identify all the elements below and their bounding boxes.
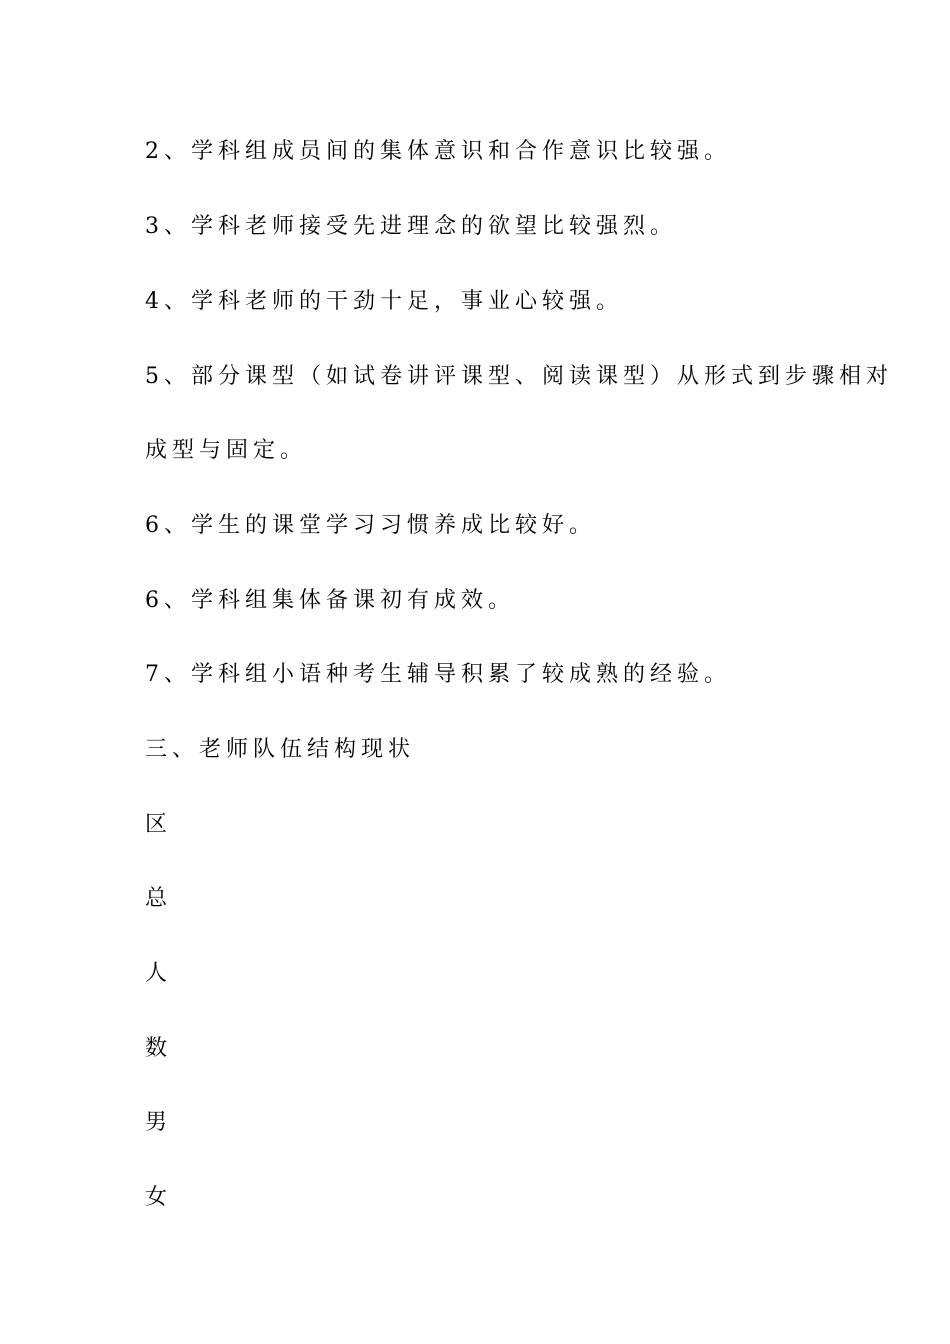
table-cell-female: 女 (145, 1185, 173, 1210)
list-item-6a: 6、学生的课堂学习习惯养成比较好。 (145, 513, 596, 538)
section-heading: 三、老师队伍结构现状 (145, 737, 416, 762)
list-item-5: 5、部分课型（如试卷讲评课型、阅读课型）从形式到步骤相对 (145, 364, 893, 389)
table-cell-total: 总 (145, 886, 173, 911)
list-item-2: 2、学科组成员间的集体意识和合作意识比较强。 (145, 139, 731, 164)
list-item-7: 7、学科组小语种考生辅导积累了较成熟的经验。 (145, 662, 731, 687)
table-cell-people: 人 (145, 961, 173, 986)
list-item-5-continued: 成型与固定。 (145, 438, 308, 463)
table-cell-male: 男 (145, 1110, 173, 1135)
table-cell-district: 区 (145, 812, 173, 837)
list-item-3: 3、学科老师接受先进理念的欲望比较强烈。 (145, 214, 677, 239)
table-cell-count: 数 (145, 1036, 173, 1061)
list-item-6b: 6、学科组集体备课初有成效。 (145, 588, 515, 613)
list-item-4: 4、学科老师的干劲十足，事业心较强。 (145, 289, 623, 314)
